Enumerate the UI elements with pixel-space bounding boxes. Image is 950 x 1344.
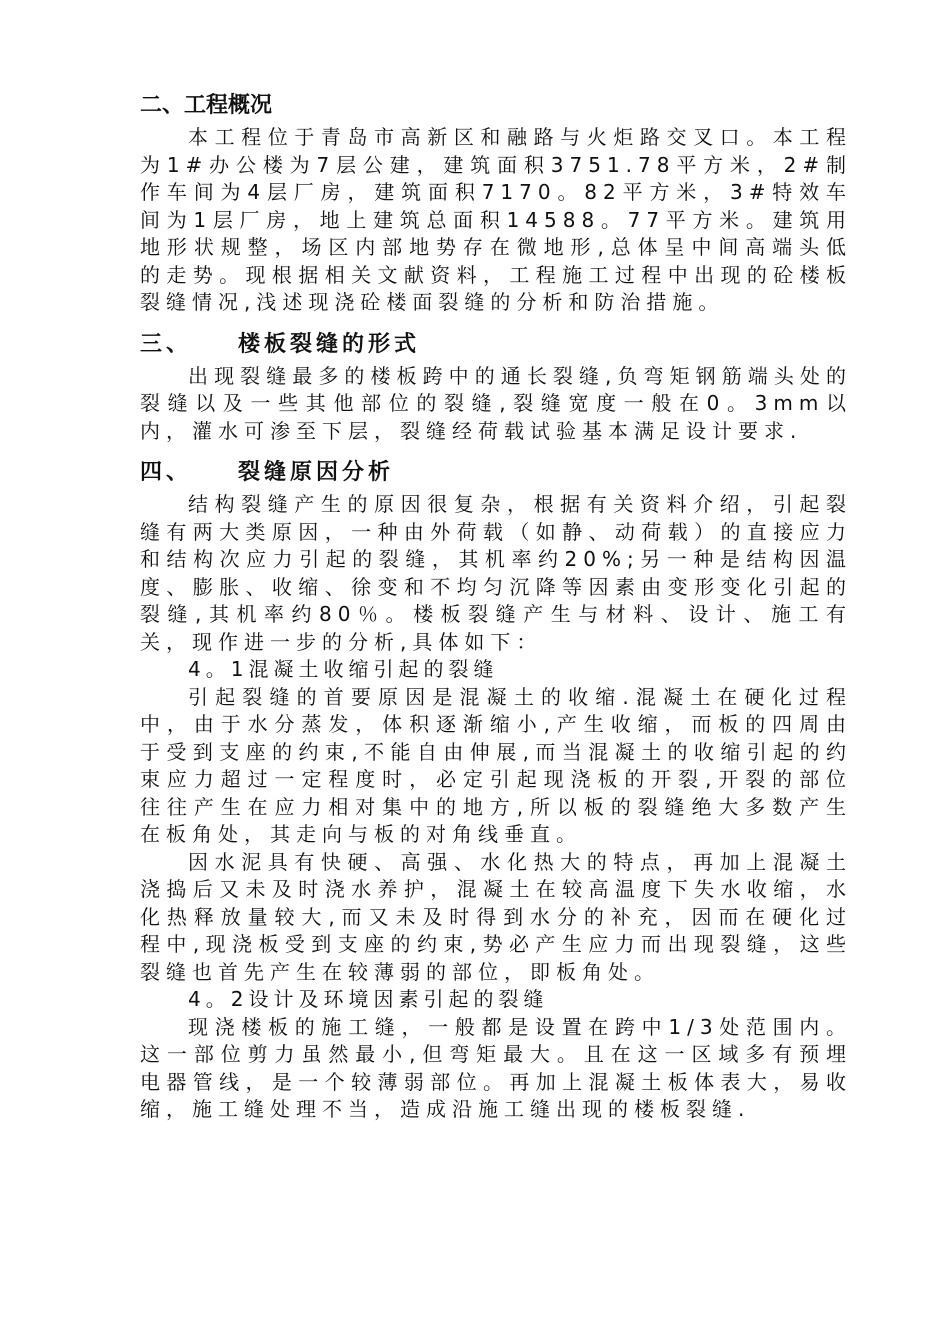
- section-heading-crack-causes: [140, 455, 852, 491]
- section-heading-project-overview: 二、工程概况: [140, 93, 273, 118]
- subsection-title-shrinkage: 4。1混凝土收缩引起的裂缝: [188, 657, 499, 681]
- section-heading-crack-forms: [140, 327, 852, 363]
- paragraph-project-overview: 本工程位于青岛市高新区和融路与火炬路交叉口。本工程为1#办公楼为7层公建，建筑面积3751.78平方米，2#制作车间为4层厂房，建筑面积7170。82平方米，3#特效车间为1层厂房，地上建筑总面积14588。77平方米。建筑用地形状规整，场区内部地势存在微地形,总体呈中间高端头低的走势。现根据相关文献资料，工程施工过程中出现的砼楼板裂缝情况,浅述现浇砼楼面裂缝的分析和防治措施。: [140, 125, 852, 314]
- document-page: [140, 88, 852, 1124]
- paragraph-design-environment-1: 现浇楼板的施工缝，一般都是设置在跨中1/3处范围内。这一部位剪力虽然最小,但弯矩最大。且在这一区域多有预埋电器管线，是一个较薄弱部位。再加上混凝土板体表大，易收缩，施工缝处理不当，造成沿施工缝出现的楼板裂缝.: [140, 1014, 852, 1121]
- section-title: 楼板裂缝的形式: [238, 331, 421, 357]
- section-title: 裂缝原因分析: [238, 460, 395, 485]
- paragraph-shrinkage-1: 引起裂缝的首要原因是混凝土的收缩.混凝土在硬化过程中，由于水分蒸发，体积逐渐缩小,产生收缩，而板的四周由于受到支座的约束,不能自由伸展,而当混凝土的收缩引起的约束应力超过一定程度时，必定引起现浇板的开裂,开裂的部位往往产生在应力相对集中的地方,所以板的裂缝绝大多数产生在板角处，其走向与板的对角线垂直。: [140, 684, 852, 846]
- paragraph-crack-forms: 出现裂缝最多的楼板跨中的通长裂缝,负弯矩钢筋端头处的裂缝以及一些其他部位的裂缝,裂缝宽度一般在0。3mm以内，灌水可渗至下层，裂缝经荷载试验基本满足设计要求.: [140, 363, 852, 443]
- paragraph-shrinkage-2: 因水泥具有快硬、高强、水化热大的特点，再加上混凝土浇捣后又未及时浇水养护，混凝土在较高温度下失水收缩，水化热释放量较大,而又未及时得到水分的补充，因而在硬化过程中,现浇板受到支座的约束,势必产生应力而出现裂缝，这些裂缝也首先产生在较薄弱的部位，即板角处。: [140, 849, 852, 984]
- section-number: 三、: [140, 331, 193, 357]
- subsection-title-design-environment: 4。2设计及环境因素引起的裂缝: [188, 987, 549, 1011]
- paragraph-crack-causes-intro: 结构裂缝产生的原因很复杂，根据有关资料介绍，引起裂缝有两大类原因，一种由外荷载（如静、动荷载）的直接应力和结构次应力引起的裂缝，其机率约20%;另一种是结构因温度、膨胀、收缩、徐变和不均匀沉降等因素由变形变化引起的裂缝,其机率约80％。楼板裂缝产生与材料、设计、施工有关，现作进一步的分析,具体如下：: [140, 492, 852, 654]
- section-number: 四、: [140, 460, 193, 485]
